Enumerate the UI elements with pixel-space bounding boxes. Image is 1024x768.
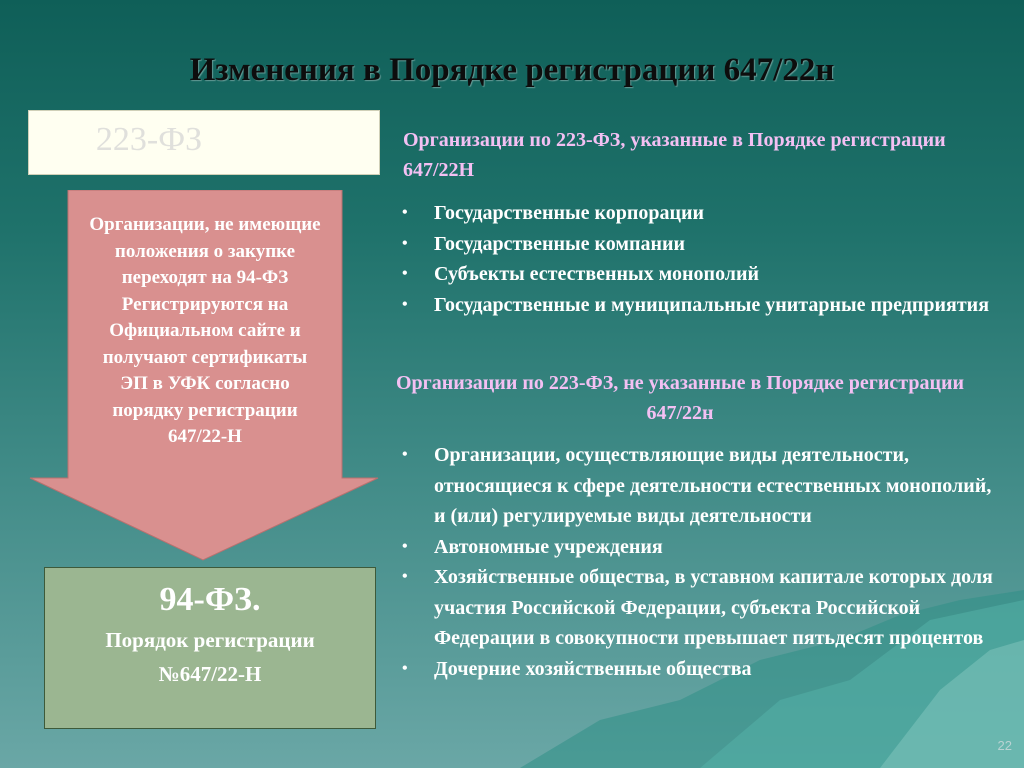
section2-list — [400, 440, 1000, 684]
list-item: • Дочерние хозяйственные общества — [400, 654, 1000, 685]
list-item: • Хозяйственные общества, в уставном капитале которых доля участия Российской Федерации, субъекта Российской Федерации в совокупности превышает пятьдесят процентов — [400, 562, 1000, 654]
list-item: • Организации, осуществляющие виды деятельности, относящиеся к сфере деятельности естественных монополий, и (или) регулируемые виды деятельности — [400, 440, 1000, 532]
bullet-icon: • — [402, 537, 408, 555]
list-item: • Государственные и муниципальные унитарные предприятия — [400, 290, 1000, 321]
result-box — [44, 567, 376, 729]
list-item: • Автономные учреждения — [400, 532, 1000, 563]
slide-title: Изменения в Порядке регистрации 647/22н — [189, 52, 835, 88]
bullet-icon: • — [402, 234, 408, 252]
bullet-icon: • — [402, 659, 408, 677]
list-item: • Государственные компании — [400, 229, 1000, 260]
list-item: • Субъекты естественных монополий — [400, 259, 1000, 290]
page-number: 22 — [997, 738, 1012, 753]
bullet-icon: • — [402, 568, 408, 585]
result-line-1: Порядок регистрации — [105, 628, 315, 652]
law-label: 223-ФЗ — [95, 121, 203, 158]
bullet-icon: • — [402, 204, 408, 221]
law-label-box — [28, 110, 380, 175]
section1-list — [400, 198, 1000, 320]
bullet-icon: • — [402, 295, 408, 313]
result-heading: 94-ФЗ. — [159, 581, 261, 618]
section2-heading: Организации по 223-ФЗ, не указанные в Порядке регистрации 647/22н — [395, 372, 965, 424]
bullet-icon: • — [402, 446, 408, 463]
bullet-icon: • — [402, 265, 408, 282]
arrow-text: Организации, не имеющие положения о закупке переходят на 94-ФЗ Регистрируются на Официальном сайте и получают сертификаты ЭП в УФК согласно порядку регистрации 647/22-Н — [89, 214, 321, 447]
result-line-2: №647/22-Н — [158, 662, 262, 686]
list-item: • Государственные корпорации — [400, 198, 1000, 229]
section1-heading: Организации по 223-ФЗ, указанные в Порядке регистрации 647/22Н — [403, 129, 946, 181]
